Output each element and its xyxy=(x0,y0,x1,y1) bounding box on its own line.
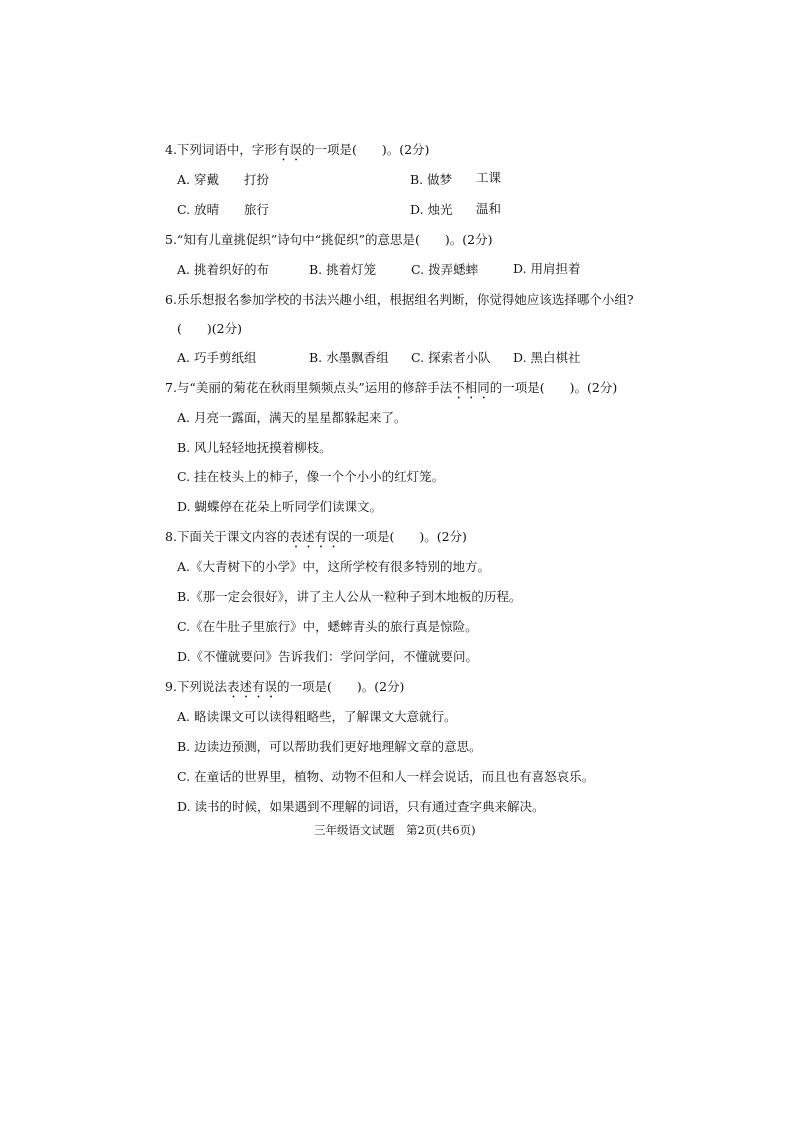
question-7-emphasis: 不相同 xyxy=(452,380,490,395)
question-7-stem xyxy=(165,380,617,402)
q7-option-d: D. 蝴蝶停在花朵上听同学们读课文。 xyxy=(177,499,383,514)
q7-option-c: C. 挂在枝头上的柿子，像一个个小小的红灯笼。 xyxy=(177,469,445,484)
q4-option-d-word2: 温和 xyxy=(476,201,502,216)
q6-option-a: A. 巧手剪纸组 xyxy=(177,350,257,365)
q4-option-b-word2: 工课 xyxy=(476,170,502,185)
q6-option-b: B. 水墨飘香组 xyxy=(309,350,389,365)
question-4-stem-text: 4.下列词语中，字形 xyxy=(165,142,277,157)
q4-option-d: D. 烛光 xyxy=(410,202,453,217)
q8-option-d: D.《不懂就要问》告诉我们：学问学问，不懂就要问。 xyxy=(177,649,479,664)
q4-option-b: B. 做梦 xyxy=(410,172,453,187)
question-5-stem: 5.“知有儿童挑促织”诗句中“挑促织”的意思是( )。(2分) xyxy=(165,232,493,247)
question-9-emphasis: 表述有误 xyxy=(226,679,277,694)
question-8-emphasis: 表述有误 xyxy=(289,529,340,544)
q4-option-a: A. 穿戴 xyxy=(177,172,219,187)
q5-option-c: C. 拨弄蟋蟀 xyxy=(411,262,479,277)
question-4-stem xyxy=(165,142,429,164)
question-9-stem-tail: 的一项是( )。(2分) xyxy=(276,679,405,694)
q9-option-a: A. 略读课文可以读得粗略些，了解课文大意就行。 xyxy=(177,709,457,724)
question-4-stem-tail: 的一项是( )。(2分) xyxy=(301,142,430,157)
question-6-stem: 6.乐乐想报名参加学校的书法兴趣小组，根据组名判断，你觉得她应该选择哪个小组? xyxy=(165,292,634,307)
q4-option-c-word2: 旅行 xyxy=(244,202,270,217)
q9-option-c: C. 在童话的世界里，植物、动物不但和人一样会说话，而且也有喜怒哀乐。 xyxy=(177,769,595,784)
q5-option-a: A. 挑着织好的布 xyxy=(177,262,269,277)
page-footer: 三年级语文试题 第2页(共6页) xyxy=(314,823,476,837)
q4-option-a-word2: 打扮 xyxy=(244,172,270,187)
question-8-stem xyxy=(165,529,467,551)
question-8-stem-text: 8.下面关于课文内容的 xyxy=(165,529,290,544)
q4-option-c: C. 放晴 xyxy=(177,202,220,217)
q6-option-d: D. 黑白棋社 xyxy=(513,350,581,365)
question-7-stem-text: 7.与“美丽的菊花在秋雨里频频点头”运用的修辞手法 xyxy=(165,380,453,395)
q7-option-a: A. 月亮一露面，满天的星星都躲起来了。 xyxy=(177,410,407,425)
question-6-answer-blank: ( )(2分) xyxy=(177,321,242,336)
q5-option-d: D. 用肩担着 xyxy=(513,261,581,276)
q8-option-c: C.《在牛肚子里旅行》中，蟋蟀青头的旅行真是惊险。 xyxy=(177,619,478,634)
question-9-stem-text: 9.下列说法 xyxy=(165,679,227,694)
question-4-emphasis: 有误 xyxy=(276,142,302,157)
q8-option-a: A.《大青树下的小学》中，这所学校有很多特别的地方。 xyxy=(177,559,491,574)
q9-option-d: D. 读书的时候，如果遇到不理解的词语，只有通过查字典来解决。 xyxy=(177,799,545,814)
q8-option-b: B.《那一定会很好》，讲了主人公从一粒种子到木地板的历程。 xyxy=(177,589,522,604)
q9-option-b: B. 边读边预测，可以帮助我们更好地理解文章的意思。 xyxy=(177,739,482,754)
question-9-stem xyxy=(165,679,404,701)
q6-option-c: C. 探索者小队 xyxy=(411,350,491,365)
question-8-stem-tail: 的一项是( )。(2分) xyxy=(339,529,467,544)
question-7-stem-tail: 的一项是( )。(2分) xyxy=(489,380,618,395)
q5-option-b: B. 挑着灯笼 xyxy=(309,262,377,277)
q7-option-b: B. 风儿轻轻地抚摸着柳枝。 xyxy=(177,440,332,455)
